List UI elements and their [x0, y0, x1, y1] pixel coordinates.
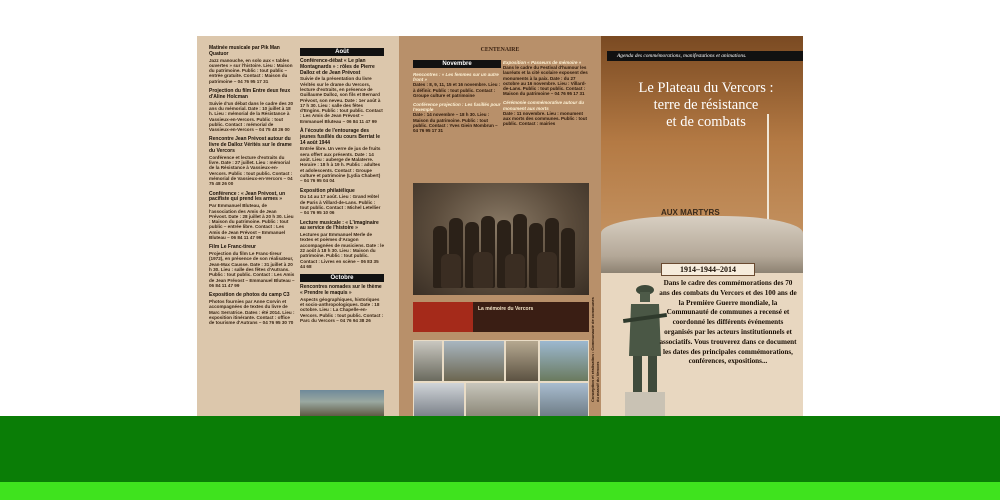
event-title: Rencontre Jean Prévost autour du livre de Dalloz Vérités sur le drame du Vercors — [209, 136, 292, 155]
monument-photo — [601, 196, 803, 273]
cover-title-line: et de combats — [666, 114, 746, 130]
event-title: Rencontres nomades sur le thème « Prendre le maquis » — [300, 284, 382, 296]
cover-title-line: terre de résistance — [653, 97, 759, 113]
event-title: Rencontres : « Les femmes sur un autre front » — [413, 72, 499, 83]
event-entry — [300, 59, 384, 124]
event-body: Aspects géographiques, historiques et socio-anthropologiques. Date : 18 octobre. Lieu : La Chapelle-en-Vercors. Public : tout public. Contact : Parc du Vercors – 04 76 94 38 26 — [300, 296, 384, 323]
event-body: Par Emmanuel Bluteau, de l'association des Amis de Jean Prévost. Date : 28 juillet à 20 h 30. Lieu : Maison du patrimoine. Public : tout public – entrée libre. Contact : Les Amis de Jean Prévost – Emmanuel Bluteau – 06 84 11 47 99 — [209, 203, 294, 240]
event-body: Dans le cadre du Festival d'humour les lauréats et la cité scolaire exposent des monuments à la paix. Date : du 27 octobre au 16 novembre. Lieu : Villard-de-Lans. Public : tout public. Contact : Maison du patrimoine – 04 76 95 17 31 — [503, 65, 588, 97]
event-entry — [300, 221, 384, 270]
thumbnail-photo — [465, 382, 539, 416]
events-column-1 — [209, 46, 295, 330]
thumbnail-photo — [539, 382, 589, 416]
november-column — [413, 60, 501, 133]
event-entry — [300, 285, 384, 323]
events-column-2 — [300, 48, 384, 328]
event-entry — [209, 137, 295, 186]
event-entry — [209, 293, 295, 325]
banner-red-block — [413, 302, 473, 332]
monument-inscription: AUX MARTYRS — [661, 208, 720, 217]
event-body: Lectures par Emmanuel Merle de textes et poèmes d'Aragon accompagnées de musiciens. Date : le 22 août à 18 h 30. Lieu : Maison du patrimoine. Public : tout public. Contact : Livres en scène – 06 83 35 44 68 — [300, 232, 384, 269]
brochure-page — [197, 36, 803, 416]
event-title: Cérémonie commémorative autour du monument aux morts — [503, 100, 585, 111]
panel-cover — [601, 36, 803, 416]
month-header-novembre: Novembre — [413, 60, 501, 68]
landscape-photo — [300, 390, 384, 416]
thumbnail-photo — [413, 382, 465, 416]
event-body: Date : 11 novembre. Lieu : monument aux morts des communes. Public : tout public. Contact : mairies — [503, 110, 588, 127]
event-title: Conférence-débat « Le plan Montagnards » : rôles de Pierre Dalloz et de Jean Prévost — [300, 58, 375, 76]
photo-group-figures — [429, 203, 573, 288]
banner-title: La mémoire du Vercors — [478, 306, 534, 312]
cover-title-line: Le Plateau du Vercors : — [638, 80, 774, 96]
intro-text: Dans le cadre des commémorations des 70 ans des combats du Vercors et des 100 ans de la Première Guerre mondiale, la Communauté de communes a recensé et coordonné les différents événements organisés par les acteurs institutionnels et associatifs. Vous trouverez dans ce document les dates des principales commémorations, conférences, expositions... — [659, 279, 797, 366]
event-title: Film Le Franc-tireur — [209, 244, 256, 251]
event-body: Entrée libre. Un verre de jus de fruits sera offert aux présents. Date : 14 août. Lieu : auberge de Malaterre. Horaire : 18 h à 19 h. Public : adultes et adolescents. Contact : Groupe culture et patrimoine (Lydia Chabert) – 04 76 95 04 04 — [300, 146, 381, 184]
event-title: Conférence projection : Les fusillés pour l'exemple — [413, 102, 501, 113]
event-body: Du 14 au 17 août. Lieu : Grand Hôtel de Paris à Villard-de-Lans. Public : tout public. Contact : Michel Letellier – 04 76 95 10 06 — [300, 194, 381, 216]
event-title: Exposition de photos du camp C3 — [209, 292, 290, 299]
credits-vertical-text: Conception et réalisation : Communauté de communes du massif du Vercors — [590, 297, 600, 402]
dates-label: 1914–1944–2014 — [661, 263, 755, 276]
event-body: Suivie de la présentation du livre Vérités sur le drame du Vercors, lecture d'extraits, en présence de Guillaume Dalloz, son fils et Bernard Prévost, son neveu. Date : 1er août à 17 h 30. Lieu : salle des fêtes d'Engins. Public : tout public. Contact : Les Amis de Jean Prévost – Emmanuel Bluteau – 06 84 11 47 99 — [300, 76, 383, 124]
event-body: Photos fournies par Anne Corvin et accompagnées de textes du livre de Marc Serratrice. Dates : été 2014. Lieu : exposition itinérante. Contact : office de tourisme d'Autrans – 04 76 95 30 70 — [209, 298, 295, 326]
bottom-band-light — [0, 482, 1000, 500]
cover-title — [611, 80, 801, 131]
cover-photo — [601, 36, 803, 273]
event-entry — [300, 189, 384, 216]
thumbnail-photo — [413, 340, 443, 382]
event-entry — [209, 46, 295, 84]
month-header-aout: Août — [300, 48, 384, 56]
event-title: À l'écoute de l'entourage des jeunes fusillés du cours Berriat le 14 août 1944 — [300, 128, 381, 146]
event-title: Exposition philatélique — [300, 187, 355, 194]
panel-left — [197, 36, 399, 416]
thumbnail-photo — [505, 340, 539, 382]
event-body: Dates : 8, 9, 11, 15 et 16 novembre. Lieu : à définir. Public : tout public. Contact : Groupe culture et patrimoine — [413, 82, 501, 98]
event-body: Projection du film Le Franc-tireur (1972), en présence de son réalisateur, Jean-Max Causse. Date : 31 juillet à 20 h 30. Lieu : salle des fêtes d'Autrans. Public : tout public. Contact : Les Amis de Jean Prévost – Emmanuel Bluteau – 06 84 11 47 99 — [209, 251, 295, 288]
event-title: Matinée musicale par Pik Man Quatuor — [209, 45, 280, 57]
november-column-2 — [503, 60, 589, 126]
historical-group-photo — [413, 183, 589, 295]
event-entry — [300, 129, 384, 183]
event-title: Conférence : « Jean Prévost, un pacifiste qui prend les armes » — [209, 190, 286, 203]
event-body: Date : 14 novembre – 18 h 30. Lieu : Maison du patrimoine. Public : tout public. Contact : Yves Giein Mombrun – 04 76 95 17 31 — [413, 112, 498, 134]
event-entry — [209, 89, 295, 132]
agenda-bar: Agenda des commémorations, manifestations et animations. — [607, 51, 803, 61]
event-title: Projection du film Entre deux feux d'Aline Holcman — [209, 88, 291, 100]
photo-thumbnails — [413, 340, 589, 416]
thumbnail-photo — [539, 340, 589, 382]
panel-middle — [399, 36, 601, 416]
exhibition-banner — [413, 302, 589, 332]
event-title: Exposition « Passeurs de mémoire » — [503, 60, 582, 65]
event-body: Conférence et lecture d'extraits du livre. Date : 27 juillet. Lieu : mémorial de la Résistance à Vassieux-en-Vercors. Public : tout public. Contact : mémorial de Vassieux-en-Vercors – 04 75 48 26 00 — [209, 154, 293, 187]
event-body: Jazz manouche, en solo aux « tables ouvertes » sur l'histoire. Lieu : Maison du patrimoine. Public : tout public – entrée gratuite. Contact : Maison du patrimoine – 04 76 95 17 31 — [209, 57, 293, 84]
month-header-octobre: Octobre — [300, 274, 384, 282]
event-title: Lecture musicale : « L'imaginaire au service de l'histoire » — [300, 219, 379, 232]
thumbnail-photo — [443, 340, 505, 382]
event-body: Suivie d'un débat dans le cadre des 20 ans du mémorial. Date : 10 juillet à 18 h. Lieu : mémorial de la Résistance à Vassieux-en-Vercors. Public : tout public. Contact : mémorial de Vassieux-en-Vercors – 04 75 48 26 00 — [209, 100, 294, 133]
section-header: CENTENAIRE — [480, 47, 520, 53]
event-entry — [209, 245, 295, 288]
event-entry — [209, 192, 295, 241]
